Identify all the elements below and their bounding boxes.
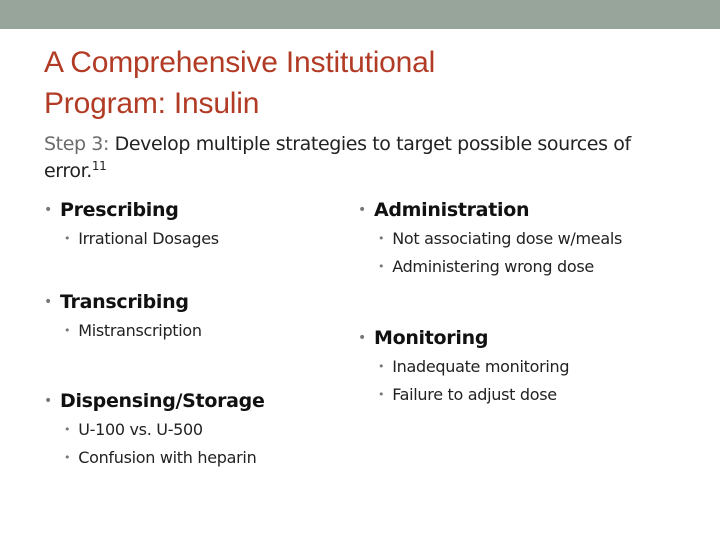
list-item	[44, 416, 265, 444]
bullet-icon: •	[44, 294, 52, 310]
bullet-icon: •	[378, 232, 385, 245]
bullet-icon: •	[44, 202, 52, 218]
list-item-label: Mistranscription	[78, 321, 202, 340]
list-item	[44, 317, 202, 345]
list-item-label: U-100 vs. U-500	[78, 420, 203, 439]
header-bar	[0, 0, 720, 29]
list-item-label: Inadequate monitoring	[392, 357, 570, 376]
list-item-label: Confusion with heparin	[78, 448, 257, 467]
category-heading-label: Transcribing	[59, 291, 189, 313]
bullet-icon: •	[64, 232, 71, 245]
category-heading-label: Administration	[373, 199, 530, 221]
category-heading	[44, 195, 219, 225]
bullet-icon: •	[358, 330, 366, 346]
category-heading-label: Prescribing	[59, 199, 179, 221]
list-item-label: Irrational Dosages	[78, 229, 219, 248]
category-items	[358, 353, 569, 409]
category-prescribing	[44, 195, 219, 253]
category-heading	[358, 323, 569, 353]
category-items	[358, 225, 622, 281]
category-dispensing-storage	[44, 386, 265, 472]
list-item-label: Failure to adjust dose	[392, 385, 557, 404]
category-monitoring	[358, 323, 569, 409]
subtitle-step: Step 3:	[44, 133, 109, 155]
list-item	[44, 225, 219, 253]
title-line-1: A Comprehensive Institutional	[44, 46, 436, 79]
list-item	[358, 381, 569, 409]
list-item	[358, 225, 622, 253]
bullet-icon: •	[378, 388, 385, 401]
category-items	[44, 225, 219, 253]
list-item	[358, 253, 622, 281]
category-heading-label: Dispensing/Storage	[59, 390, 265, 412]
bullet-icon: •	[44, 393, 52, 409]
subtitle-text: Develop multiple strategies to target possible sources of error.	[44, 133, 631, 182]
category-items	[44, 416, 265, 472]
list-item-label: Not associating dose w/meals	[392, 229, 623, 248]
slide-title	[44, 42, 684, 124]
bullet-icon: •	[64, 324, 71, 337]
category-heading	[358, 195, 622, 225]
category-heading	[44, 386, 265, 416]
subtitle-reference: 11	[91, 159, 107, 173]
category-items	[44, 317, 202, 345]
list-item	[44, 444, 265, 472]
title-line-2: Program: Insulin	[44, 87, 260, 120]
bullet-icon: •	[64, 423, 71, 436]
bullet-icon: •	[64, 451, 71, 464]
category-administration	[358, 195, 622, 281]
list-item-label: Administering wrong dose	[392, 257, 594, 276]
bullet-icon: •	[378, 360, 385, 373]
slide-subtitle	[44, 131, 684, 185]
bullet-icon: •	[358, 202, 366, 218]
category-heading	[44, 287, 202, 317]
category-heading-label: Monitoring	[373, 327, 489, 349]
category-transcribing	[44, 287, 202, 345]
bullet-icon: •	[378, 260, 385, 273]
list-item	[358, 353, 569, 381]
